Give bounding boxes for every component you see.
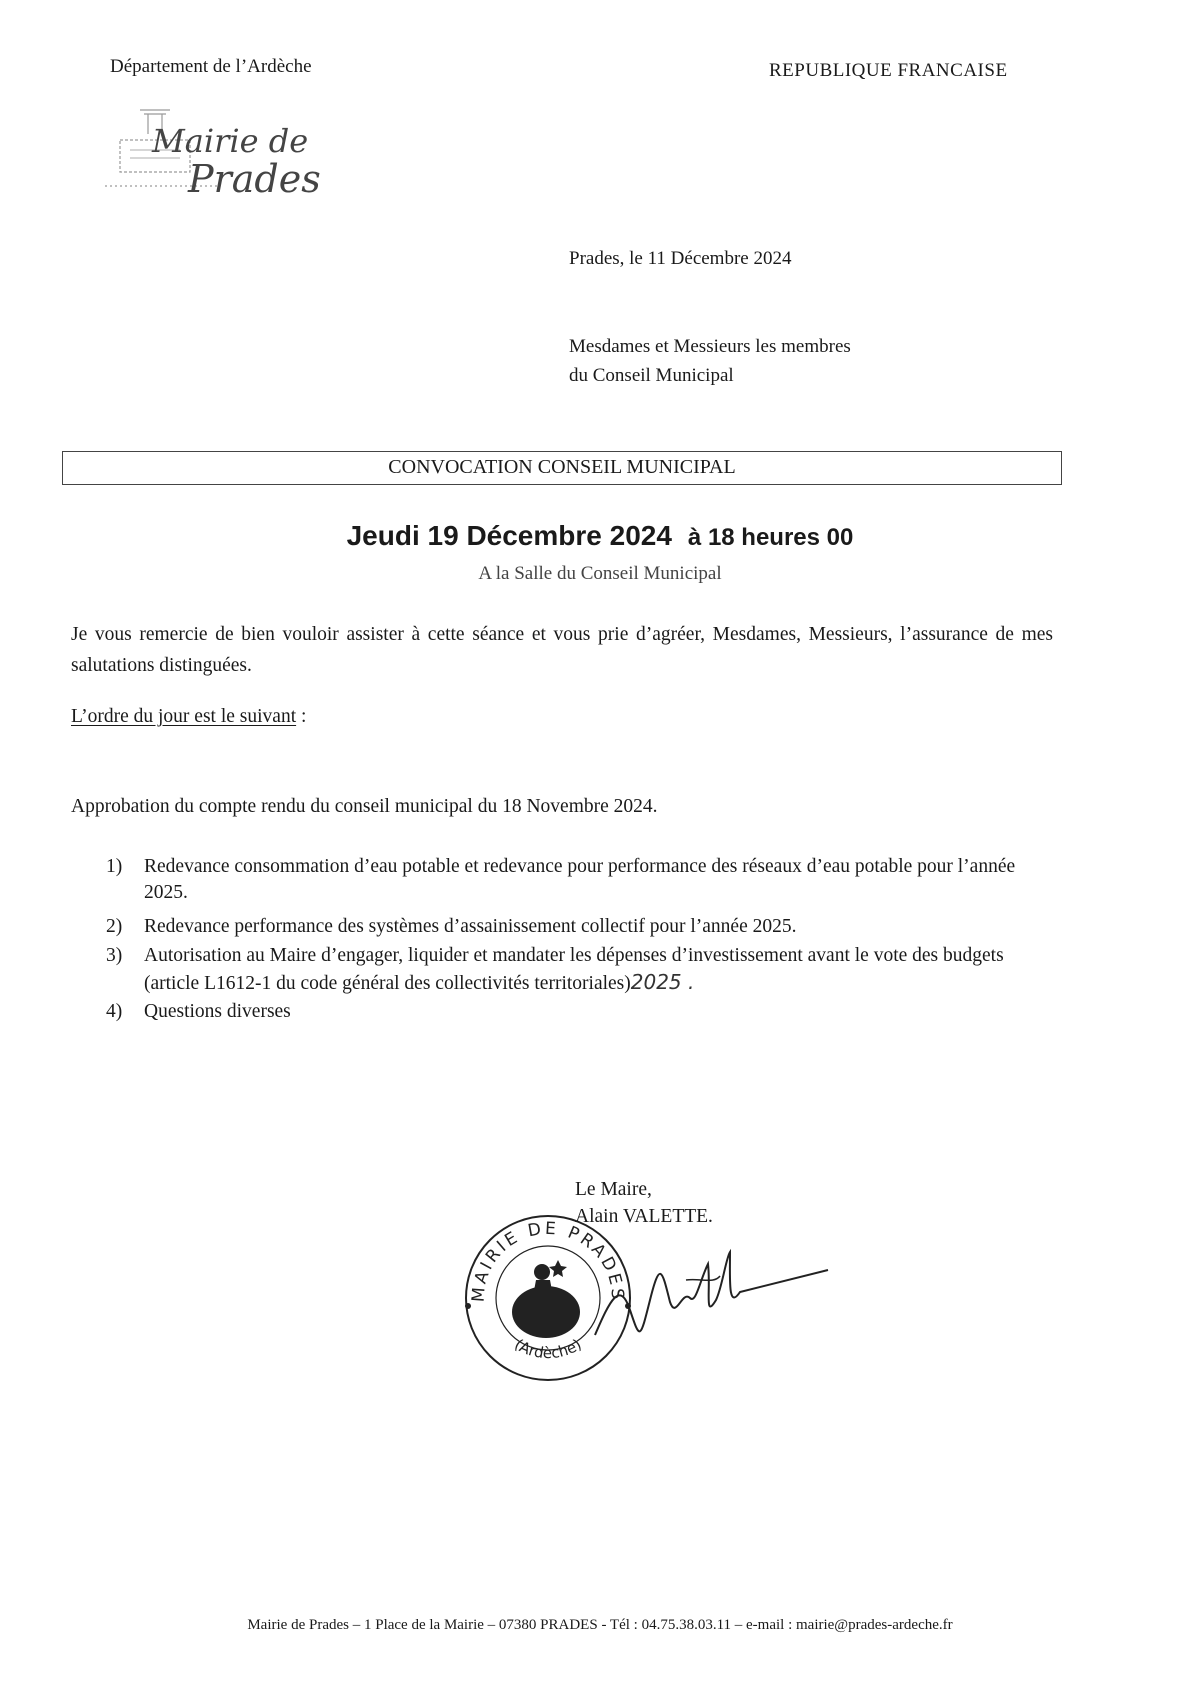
- logo-text-prades: Prades: [188, 157, 321, 201]
- convocation-title-box: [62, 451, 1062, 485]
- department-label: Département de l’Ardèche: [110, 56, 312, 77]
- letter-date: Prades, le 11 Décembre 2024: [569, 248, 792, 269]
- meeting-venue: A la Salle du Conseil Municipal: [478, 563, 722, 584]
- logo-text-mairie: Mairie de: [152, 122, 309, 160]
- marianne-figure-icon: [512, 1260, 580, 1338]
- handwritten-signature: [590, 1240, 830, 1350]
- footer-contact: Mairie de Prades – 1 Place de la Mairie – 07380 PRADES - Tél : 04.75.38.03.11 – e-mail : mairie@prades-ardeche.fr: [247, 1617, 953, 1633]
- agenda-item-text: Questions diverses: [144, 1001, 291, 1022]
- agenda-item-number: 3): [106, 945, 123, 966]
- agenda-item-text: Autorisation au Maire d’engager, liquider et mandater les dépenses d’investissement avant le vote des budgets (article L1612-1 du code général des collectivités territoriales): [144, 945, 1004, 994]
- signatory-role: Le Maire,: [575, 1179, 652, 1200]
- agenda-heading-colon: :: [296, 706, 307, 727]
- agenda-heading-text: L’ordre du jour est le suivant: [71, 706, 297, 727]
- handwritten-year-annotation: 2025 .: [630, 970, 695, 994]
- signatory-name: Alain VALETTE.: [575, 1206, 713, 1227]
- agenda-item-number: 2): [106, 916, 123, 937]
- meeting-datetime: [0, 520, 1200, 552]
- mairie-logo: [100, 100, 340, 210]
- agenda-item-number: 4): [106, 1001, 123, 1022]
- republic-label: REPUBLIQUE FRANCAISE: [769, 60, 1008, 81]
- seal-text: MAIRIE DE PRADES: [468, 1218, 628, 1303]
- agenda-item-text: Redevance performance des systèmes d’assainissement collectif pour l’année 2025.: [144, 916, 797, 937]
- agenda-heading: [71, 706, 306, 728]
- agenda-item-text: Redevance consommation d’eau potable et redevance pour performance des réseaux d’eau potable pour l’année 2025.: [144, 856, 1016, 903]
- agenda-item-number: 1): [106, 856, 123, 877]
- approval-line: Approbation du compte rendu du conseil municipal du 18 Novembre 2024.: [71, 796, 658, 817]
- agenda-item-text-wrap: [144, 943, 1034, 997]
- seal-subtext: (Ardèche): [511, 1335, 585, 1363]
- meeting-time: à 18 heures 00: [687, 524, 854, 551]
- intro-paragraph: Je vous remercie de bien vouloir assister à cette séance et vous prie d’agréer, Mesdames, Messieurs, l’assurance de mes salutations distinguées.: [71, 624, 1053, 676]
- meeting-date: Jeudi 19 Décembre 2024: [346, 520, 672, 551]
- addressee-line-1: Mesdames et Messieurs les membres: [569, 336, 851, 357]
- addressee-line-2: du Conseil Municipal: [569, 365, 734, 386]
- convocation-title: CONVOCATION CONSEIL MUNICIPAL: [388, 456, 736, 478]
